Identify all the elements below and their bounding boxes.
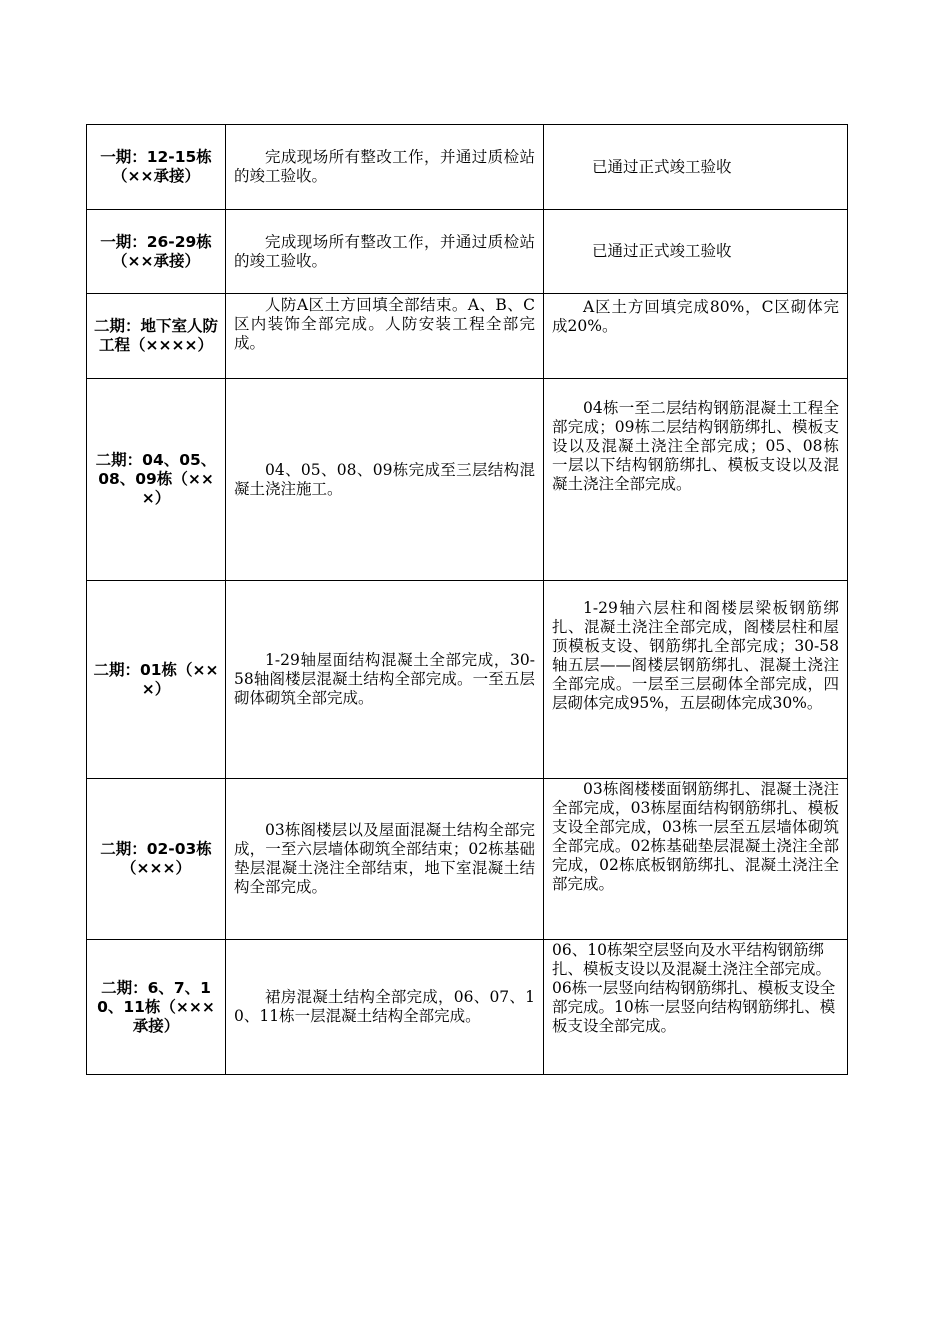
table-row — [87, 294, 848, 379]
planned-work-text: 人防A区土方回填全部结束。A、B、C区内装饰全部完成。人防安装工程全部完成。 — [234, 296, 535, 352]
planned-work-cell — [226, 210, 544, 294]
planned-work-cell — [226, 379, 544, 581]
planned-work-cell — [226, 125, 544, 210]
planned-work-cell — [226, 581, 544, 779]
actual-progress-cell — [544, 940, 848, 1075]
actual-progress-text: 已通过正式竣工验收 — [592, 242, 732, 260]
actual-progress-cell — [544, 581, 848, 779]
project-name-cell: 二期：地下室人防工程（××××） — [87, 294, 226, 379]
project-name-cell: 一期：12-15栋（××承接） — [87, 125, 226, 210]
planned-work-text: 完成现场所有整改工作，并通过质检站的竣工验收。 — [234, 148, 535, 185]
project-name-cell: 二期：04、05、08、09栋（×××） — [87, 379, 226, 581]
actual-progress-text: 已通过正式竣工验收 — [592, 157, 732, 176]
actual-progress-text: 06、10栋架空层竖向及水平结构钢筋绑扎、模板支设以及混凝土浇注全部完成。06栋一层竖向结构钢筋绑扎、模板支设全部完成。10栋一层竖向结构钢筋绑扎、模板支设全部完成。 — [552, 941, 836, 1035]
planned-work-cell — [226, 779, 544, 940]
planned-work-text: 裙房混凝土结构全部完成，06、07、10、11栋一层混凝土结构全部完成。 — [234, 988, 535, 1025]
planned-work-text: 03栋阁楼层以及屋面混凝土结构全部完成，一至六层墙体砌筑全部结束；02栋基础垫层混凝土浇注全部结束，地下室混凝土结构全部完成。 — [234, 821, 535, 896]
table-row — [87, 581, 848, 779]
planned-work-text: 完成现场所有整改工作，并通过质检站的竣工验收。 — [234, 232, 535, 270]
actual-progress-cell — [544, 125, 848, 210]
actual-progress-cell — [544, 779, 848, 940]
actual-progress-cell — [544, 294, 848, 379]
table-row — [87, 125, 848, 210]
planned-work-text: 1-29轴屋面结构混凝土全部完成，30-58轴阁楼层混凝土结构全部完成。一至五层砌体砌筑全部完成。 — [234, 651, 535, 707]
table-row — [87, 779, 848, 940]
actual-progress-text: 04栋一至二层结构钢筋混凝土工程全部完成；09栋二层结构钢筋绑扎、模板支设以及混凝土浇注全部完成；05、08栋一层以下结构钢筋绑扎、模板支设以及混凝土浇注全部完成。 — [552, 399, 839, 493]
table-row — [87, 379, 848, 581]
project-name-cell: 一期：26-29栋（××承接） — [87, 210, 226, 294]
actual-progress-text: 03栋阁楼楼面钢筋绑扎、混凝土浇注全部完成，03栋屋面结构钢筋绑扎、模板支设全部完成，03栋一层至五层墙体砌筑全部完成。02栋基础垫层混凝土浇注全部完成，02栋底板钢筋绑扎、混凝土浇注全部完成。 — [552, 780, 839, 893]
project-name-cell: 二期：02-03栋（×××） — [87, 779, 226, 940]
planned-work-cell — [226, 294, 544, 379]
actual-progress-text: A区土方回填完成80%，C区砌体完成20%。 — [552, 298, 839, 335]
project-name-cell: 二期：01栋（×××） — [87, 581, 226, 779]
planned-work-cell — [226, 940, 544, 1075]
actual-progress-cell — [544, 210, 848, 294]
table-row — [87, 210, 848, 294]
table-row — [87, 940, 848, 1075]
planned-work-text: 04、05、08、09栋完成至三层结构混凝土浇注施工。 — [234, 460, 535, 498]
project-name-cell: 二期：6、7、10、11栋（×××承接） — [87, 940, 226, 1075]
actual-progress-text: 1-29轴六层柱和阁楼层梁板钢筋绑扎、混凝土浇注全部完成，阁楼层柱和屋顶模板支设、钢筋绑扎全部完成；30-58轴五层——阁楼层钢筋绑扎、混凝土浇注全部完成。一层至三层砌体全部完成，四层砌体完成95%，五层砌体完成30%。 — [552, 599, 839, 712]
progress-table — [86, 124, 848, 1075]
actual-progress-cell — [544, 379, 848, 581]
